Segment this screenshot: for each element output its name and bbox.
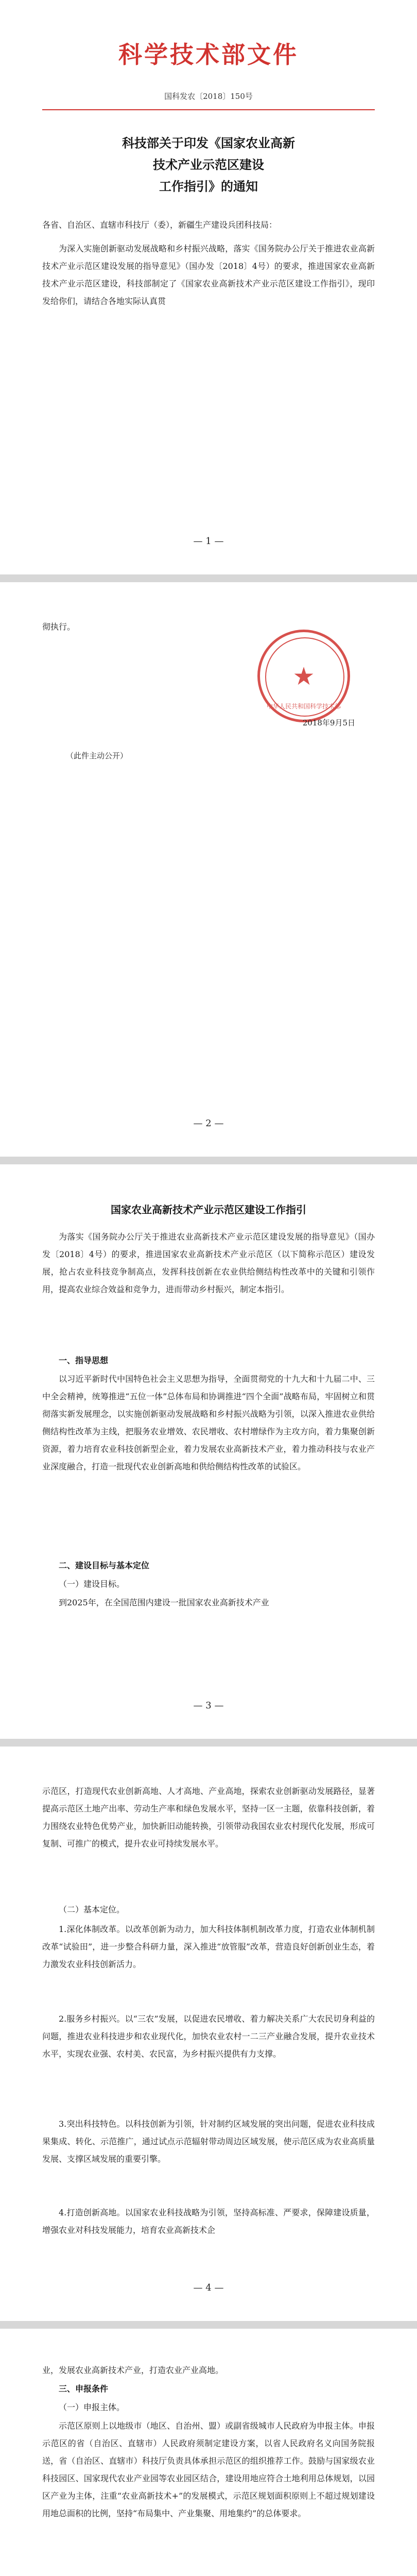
guideline-intro: 为落实《国务院办公厅关于推进农业高新技术产业示范区建设发展的指导意见》（国办发〔2018〕4号）的要求，推进国家农业高新技术产业示范区（以下简称示范区）建设发展，抢占农业科技竞争制高点，发挥科技创新在农业供给侧结构性改革中的关键和引领作用，提高农业综合效益和竞争力，进而带动乡村振兴，制定本指引。 (42, 1232, 375, 1294)
page-number: — 4 — (193, 2282, 224, 2293)
red-divider (42, 109, 375, 110)
continuation-text: 彻执行。 (42, 622, 76, 632)
document-page-1 (0, 0, 417, 574)
document-page-2 (0, 582, 417, 1157)
document-page-5 (0, 2329, 417, 2576)
continued-paragraph: 示范区，打造现代农业创新高地、人才高地、产业高地，探索农业创新驱动发展路径，显著提高示范区土地产出率、劳动生产率和绿色发展水平，坚持一区一主题，依靠科技创新，着力围绕农业特色优势产业，加快新旧动能转换，引领带动我国农业农村现代化发展，形成可复制、可推广的模式，提升农业可持续发展水平。 (42, 1786, 375, 1849)
list-item: 1.深化体制改革。以改革创新为动力，加大科技体制机制改革力度，打造农业体制机制改革“试验田”，进一步整合科研力量，深入推进“放管服”改革，营造良好创新创业生态，着力激发农业科技创新活力。 (42, 1924, 375, 1969)
document-header-title: 科学技术部文件 (118, 41, 299, 69)
guideline-title: 国家农业高新技术产业示范区建设工作指引 (111, 1204, 306, 1216)
star-icon: ★ (292, 662, 315, 691)
notice-body: 为深入实施创新驱动发展战略和乡村振兴战略，落实《国务院办公厅关于推进农业高新技术产业示范区建设发展的指导意见》（国办发〔2018〕4号）的要求，推进国家农业高新技术产业示范区建设，科技部制定了《国家农业高新技术产业示范区建设工作指引》，现印发给你们，请结合各地实际认真贯 (42, 244, 375, 306)
page-number: — 2 — (193, 1118, 224, 1129)
section-3-paragraph: 示范区原则上以地级市（地区、自治州、盟）或副省级城市人民政府为申报主体。申报示范区的省（自治区、直辖市）人民政府须制定建设方案，以省人民政府名义向国务院报送，省（自治区、直辖市）科技厅负责具体承担示范区的组织推荐工作。鼓励与国家级农业科技园区、国家现代农业产业园等农业园区结合，建设用地应符合土地利用总体规划，以园区产业为主体，注重“农业高新技术+”的发展模式，示范区规划面积原则上不超过规划建设用地总面积的比例，坚持“布局集中、产业集聚、用地集约”的总体要求。 (42, 2421, 375, 2518)
subsection-heading: （一）申报主体。 (59, 2402, 125, 2412)
notice-title-line-3: 工作指引》的通知 (159, 179, 258, 194)
page-number: — 3 — (193, 1700, 224, 1711)
addressee: 各省、自治区、直辖市科技厅（委），新疆生产建设兵团科技局： (42, 220, 277, 230)
subsection-heading: （二）基本定位。 (59, 1905, 125, 1914)
section-1-paragraph: 以习近平新时代中国特色社会主义思想为指导，全面贯彻党的十九大和十九届二中、三中全会精神，统筹推进“五位一体”总体布局和协调推进“四个全面”战略布局，牢固树立和贯彻落实新发展理念，以实施创新驱动发展战略和乡村振兴战略为引领，以深入推进农业供给侧结构性改革为主线，把服务农业增效、农民增收、农村增绿作为主攻方向，着力集聚创新资源，着力培育农业科技创新型企业，着力发展农业高新技术产业，着力推动科技与农业产业深度融合，打造一批现代农业创新高地和供给侧结构性改革的试验区。 (42, 1374, 375, 1471)
public-note: （此件主动公开） (66, 751, 128, 760)
list-item: 2.服务乡村振兴。以“三农”发展，以促进农民增收、着力解决关系广大农民切身利益的问题，推进农业科技进步和农业现代化，加快农业农村一二三产业融合发展，提升农业技术水平，实现农业强、农村美、农民富，为乡村振兴提供有力支撑。 (42, 2014, 375, 2059)
document-page-4 (0, 1747, 417, 2321)
document-page-3 (0, 1164, 417, 1739)
section-heading-3: 三、申报条件 (59, 2384, 109, 2394)
list-item: 3.突出科技特色。以科技创新为引领，针对制约区域发展的突出问题，促进农业科技成果集成、转化、示范推广，通过试点示范辐射带动周边区域发展，使示范区成为农业高质量发展、支撑区域发展的重要引擎。 (42, 2119, 375, 2164)
section-2-paragraph: 到2025年，在全国范围内建设一批国家农业高新技术产业 (59, 1598, 269, 1607)
section-heading-1: 一、指导思想 (59, 1355, 109, 1365)
issue-date: 2018年9月5日 (302, 718, 355, 727)
notice-title-line-2: 技术产业示范区建设 (153, 158, 264, 172)
section-heading-2: 二、建设目标与基本定位 (59, 1561, 150, 1570)
continued-paragraph: 业，发展农业高新技术产业，打造农业产业高地。 (42, 2365, 224, 2375)
document-number: 国科发农〔2018〕150号 (164, 92, 253, 101)
subsection-heading: （一）建设目标。 (59, 1579, 125, 1589)
official-seal: ★ 中华人民共和国科学技术部 (257, 630, 350, 722)
list-item: 4.打造创新高地。以国家农业科技战略为引领，坚持高标准、严要求，保障建设质量，增强农业对科技发展能力，培育农业高新技术企 (42, 2208, 375, 2235)
notice-title-line-1: 科技部关于印发《国家农业高新 (122, 136, 295, 150)
page-number: — 1 — (193, 536, 224, 547)
